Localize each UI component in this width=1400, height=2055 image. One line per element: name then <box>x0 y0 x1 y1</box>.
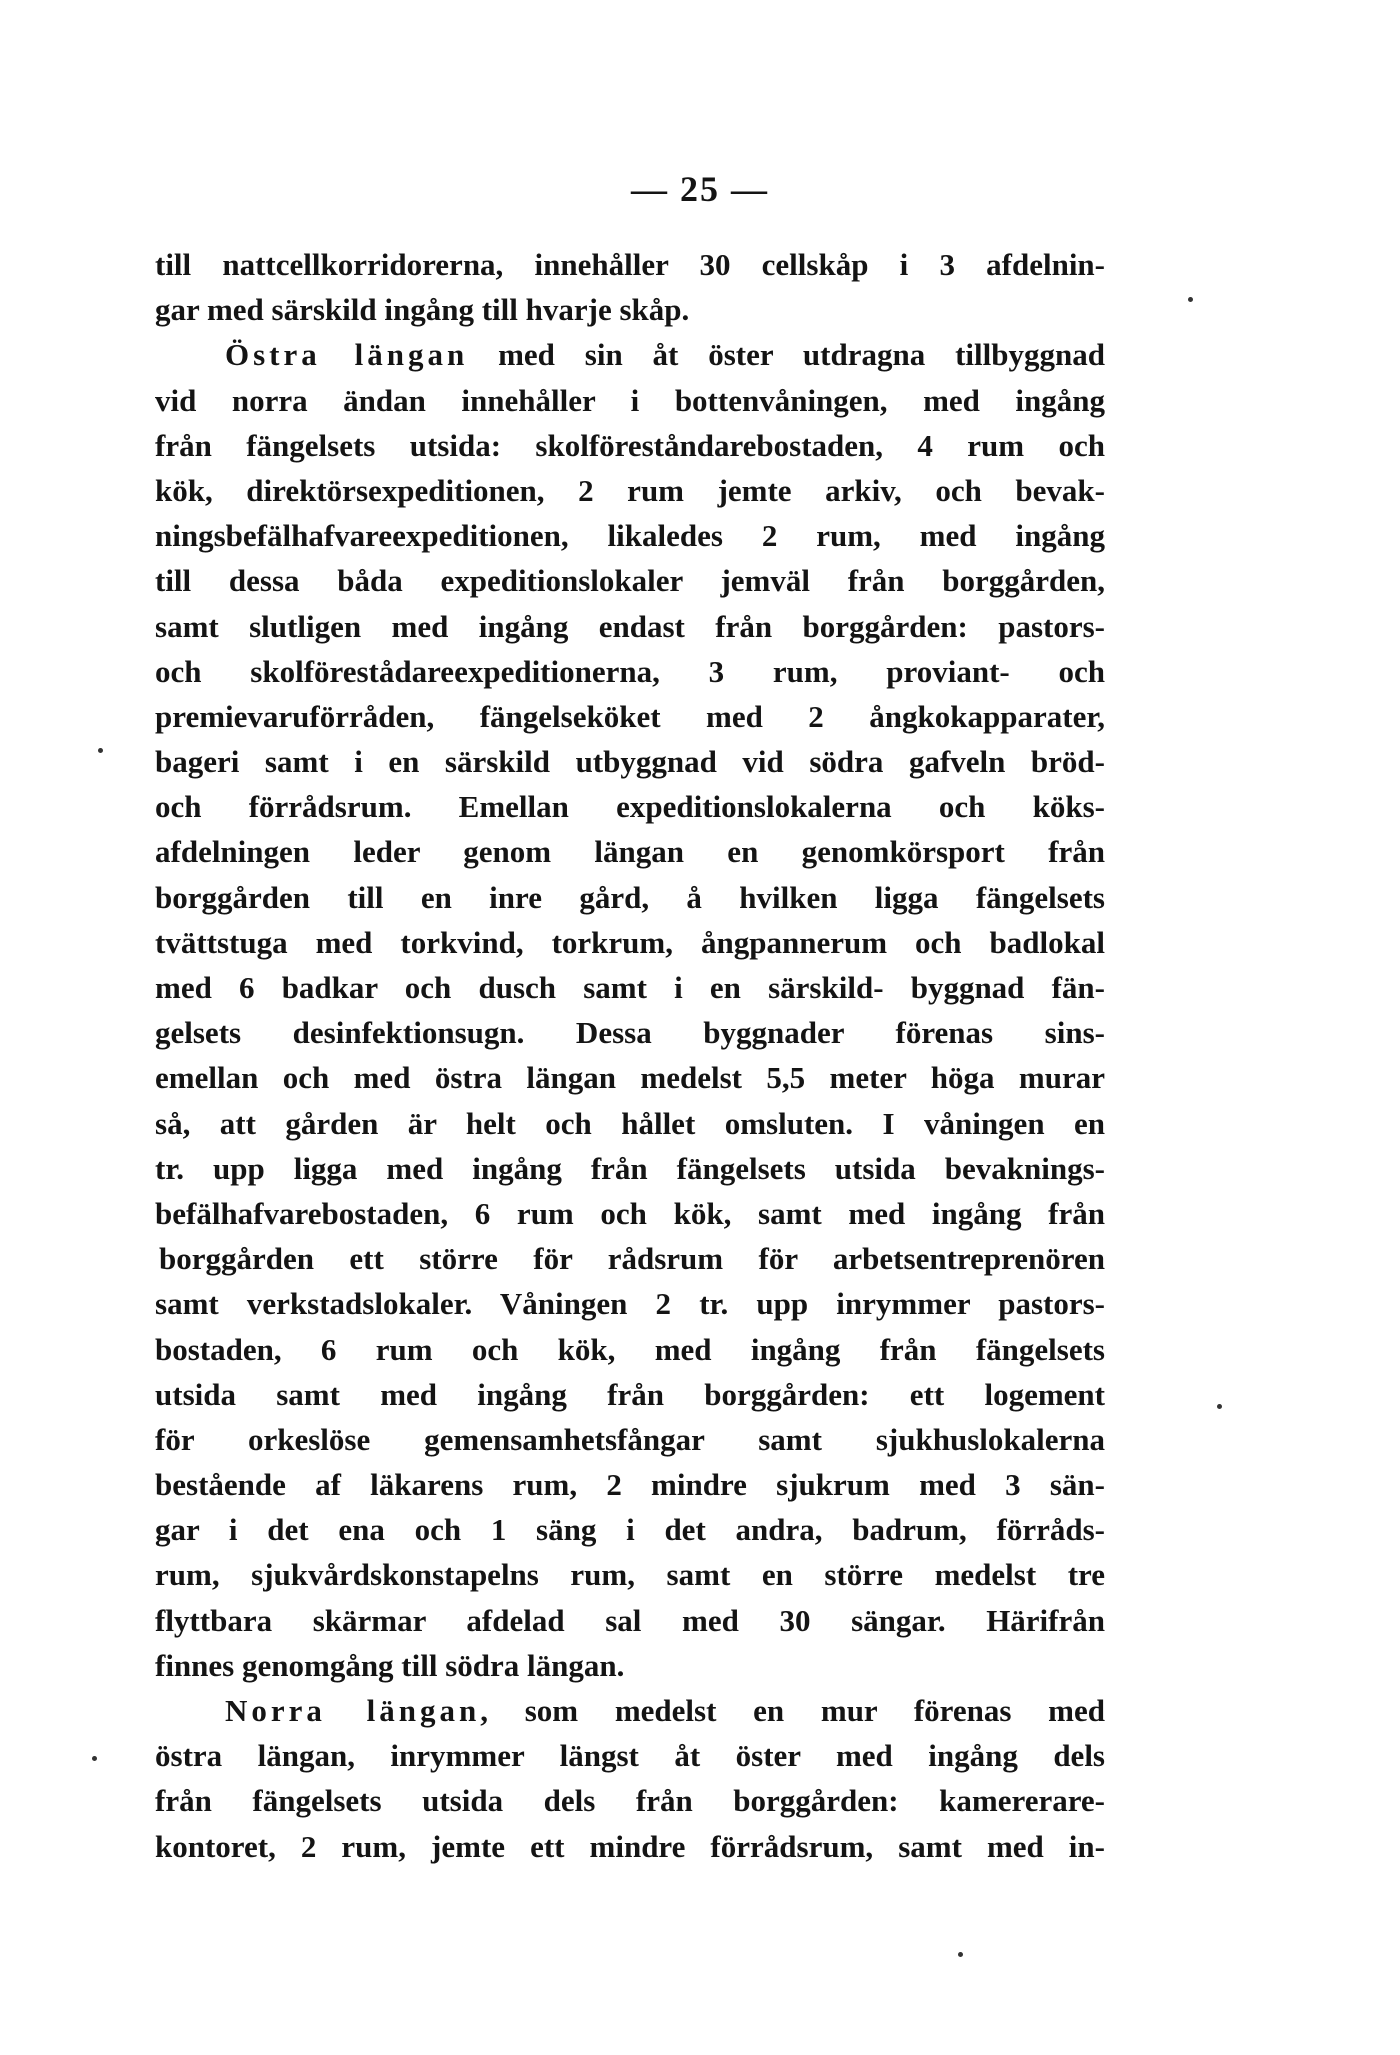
ink-speck <box>958 1952 963 1957</box>
text-line <box>155 287 1105 332</box>
ink-speck <box>1188 297 1193 302</box>
line-text: finnes genomgång till södra längan. <box>155 1647 625 1683</box>
line-text: och förrådsrum. Emellan expeditionslokalerna och köks- <box>155 789 1105 825</box>
line-text: ningsbefälhafvareexpeditionen, likaledes 2 rum, med ingång <box>155 518 1105 554</box>
text-line <box>155 1417 1105 1462</box>
text-line <box>155 1010 1105 1055</box>
text-line <box>155 1552 1105 1597</box>
text-line <box>155 1824 1105 1869</box>
text-line <box>155 1778 1105 1823</box>
line-text: kontoret, 2 rum, jemte ett mindre förrådsrum, samt med in- <box>155 1828 1105 1864</box>
text-line <box>155 1462 1105 1507</box>
line-text: gelsets desinfektionsugn. Dessa byggnader förenas sins- <box>155 1015 1105 1051</box>
text-line <box>155 1507 1105 1552</box>
text-line <box>155 1598 1105 1643</box>
ink-speck <box>92 1756 97 1761</box>
text-line <box>155 920 1105 965</box>
text-line <box>155 1191 1105 1236</box>
line-text: borggården ett större för rådsrum för arbetsentreprenören <box>159 1241 1105 1277</box>
text-line <box>155 1055 1105 1100</box>
text-line <box>155 468 1105 513</box>
line-text: afdelningen leder genom längan en genomkörsport från <box>155 834 1105 870</box>
line-text: med 6 badkar och dusch samt i en särskild- byggnad fän- <box>155 970 1105 1005</box>
line-text: vid norra ändan innehåller i bottenvåningen, med ingång <box>155 382 1105 418</box>
ink-speck <box>98 748 103 753</box>
line-text: från fängelsets utsida dels från borggården: kamererare- <box>155 1783 1105 1819</box>
line-text: bestående af läkarens rum, 2 mindre sjukrum med 3 sän- <box>155 1467 1105 1503</box>
line-text: samt slutligen med ingång endast från borggården: pastors- <box>155 608 1105 644</box>
line-text: gar med särskild ingång till hvarje skåp. <box>155 292 690 328</box>
text-line <box>155 1327 1105 1372</box>
line-text: kök, direktörsexpeditionen, 2 rum jemte arkiv, och bevak- <box>155 472 1105 508</box>
text-line <box>155 1643 1105 1688</box>
line-text: till nattcellkorridorerna, innehåller 30 cellskåp i 3 afdelnin- <box>155 247 1105 282</box>
text-line <box>155 332 1105 377</box>
line-text: premievaruförråden, fängelseköket med 2 ångkokapparater, <box>155 698 1105 734</box>
section-heading-spaced: Östra längan <box>225 337 469 373</box>
line-text: från fängelsets utsida: skolföreståndarebostaden, 4 rum och <box>155 427 1105 463</box>
text-line <box>155 1236 1105 1281</box>
ink-speck <box>1217 1404 1222 1409</box>
text-line <box>155 875 1105 920</box>
line-text: bostaden, 6 rum och kök, med ingång från fängelsets <box>155 1331 1105 1367</box>
line-text: bageri samt i en särskild utbyggnad vid södra gafveln bröd- <box>155 744 1105 780</box>
text-line <box>155 965 1105 1010</box>
text-line <box>155 694 1105 739</box>
line-text: för orkeslöse gemensamhetsfångar samt sjukhuslokalerna <box>155 1421 1105 1457</box>
text-line <box>155 513 1105 558</box>
line-text: gar i det ena och 1 säng i det andra, badrum, förråds- <box>155 1512 1105 1548</box>
section-heading-spaced: Norra längan <box>225 1693 481 1728</box>
line-text: med sin åt öster utdragna tillbyggnad <box>468 337 1105 373</box>
text-line <box>155 242 1105 287</box>
text-line <box>155 1688 1105 1733</box>
text-line <box>155 378 1105 423</box>
line-text: befälhafvarebostaden, 6 rum och kök, samt med ingång från <box>155 1195 1105 1231</box>
line-text: till dessa båda expeditionslokaler jemväl från borggården, <box>155 563 1105 599</box>
line-text: rum, sjukvårdskonstapelns rum, samt en större medelst tre <box>155 1557 1105 1593</box>
text-line <box>155 1101 1105 1146</box>
text-line <box>155 649 1105 694</box>
text-line <box>155 739 1105 784</box>
line-text: så, att gården är helt och hållet omsluten. I våningen en <box>155 1105 1105 1141</box>
text-line <box>155 1146 1105 1191</box>
line-text: , som medelst en mur förenas med <box>480 1693 1105 1728</box>
line-text: samt verkstadslokaler. Våningen 2 tr. upp inrymmer pastors- <box>155 1286 1105 1322</box>
line-text: borggården till en inre gård, å hvilken ligga fängelsets <box>155 879 1105 915</box>
line-text: utsida samt med ingång från borggården: ett logement <box>155 1376 1105 1412</box>
text-line <box>155 829 1105 874</box>
text-line <box>155 1372 1105 1417</box>
text-line <box>155 1281 1105 1326</box>
line-text: tvättstuga med torkvind, torkrum, ångpannerum och badlokal <box>155 924 1105 960</box>
body-text <box>155 242 1105 1869</box>
text-line <box>155 604 1105 649</box>
line-text: tr. upp ligga med ingång från fängelsets utsida bevaknings- <box>155 1150 1105 1186</box>
line-text: och skolförestådareexpeditionerna, 3 rum, proviant- och <box>155 653 1105 689</box>
text-line <box>155 423 1105 468</box>
line-text: emellan och med östra längan medelst 5,5 meter höga murar <box>155 1060 1105 1096</box>
page-number: — 25 — <box>631 169 769 209</box>
line-text: flyttbara skärmar afdelad sal med 30 sängar. Härifrån <box>155 1602 1105 1638</box>
text-line <box>155 558 1105 603</box>
line-text: östra längan, inrymmer längst åt öster med ingång dels <box>155 1738 1105 1774</box>
text-line <box>155 784 1105 829</box>
text-line <box>155 1733 1105 1778</box>
